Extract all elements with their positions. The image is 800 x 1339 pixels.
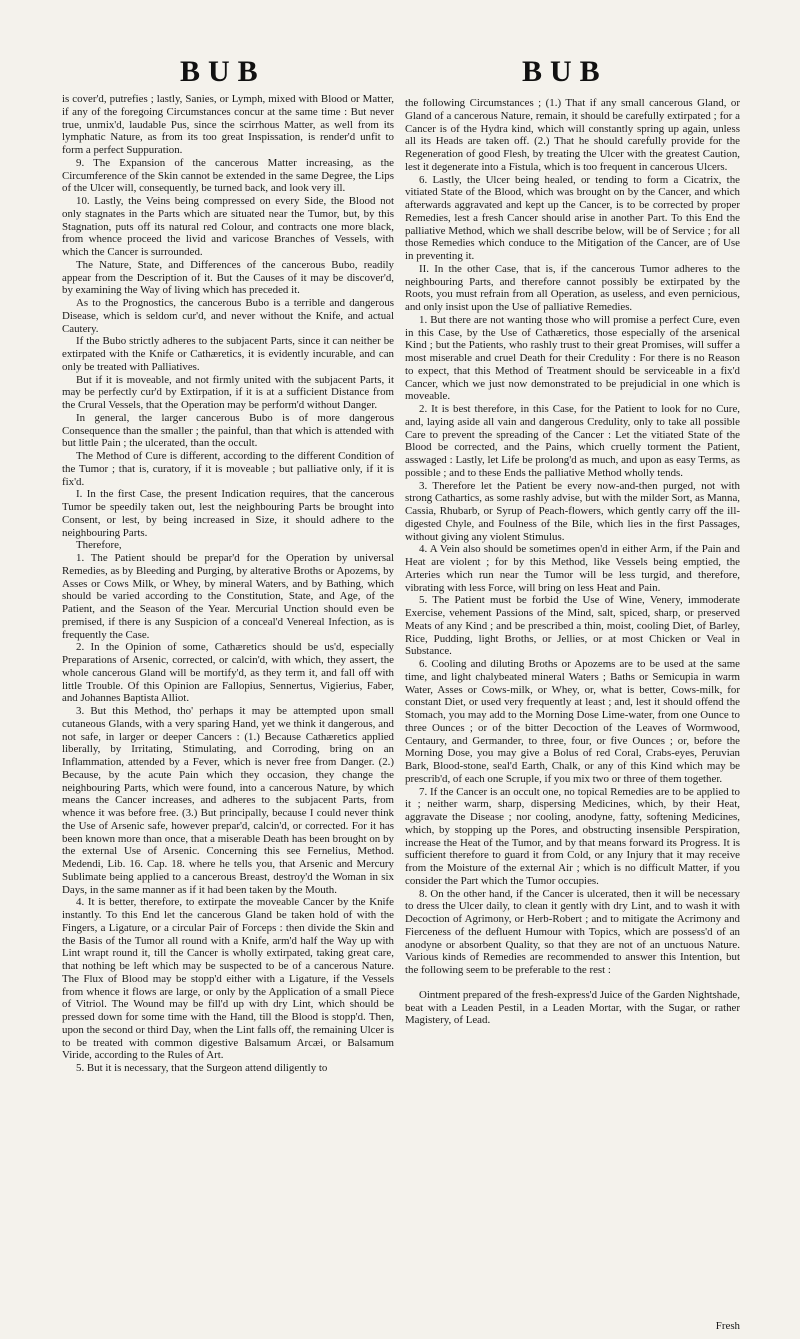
paragraph: The Nature, State, and Differences of the cancerous Bubo, readily appear from the Description of it. But the Causes of it may be discover'd, by examining the Way of living which has preceded it. [62, 258, 394, 297]
paragraph: the following Circumstances ; (1.) That if any small cancerous Gland, or Gland of a cancerous Nature, remain, it should be carefully extirpated ; for a Cancer is of the Hydra kind, which will constantly spring up again, unless all its Heads are taken off. (2.) That he should carefully provide for the Regeneration of good Flesh, by treating the Ulcer with the greatest Caution, lest it degenerate into a Fistula, which is too frequent in cancerous Ulcers. [405, 97, 740, 173]
paragraph: 3. But this Method, tho' perhaps it may be attempted upon small cutaneous Glands, with a very sparing Hand, yet we think it dangerous, and not safe, in larger or deeper Cancers : (1.) Because Cathæretics applied liberally, by Irritating, Stimulating, and Corroding, bring on an Inflammation, attended by a Fever, which is never free from Danger. (2.) Because, by the acute Pain which they occasion, they change the neighbouring Parts, which were found, into a cancerous Nature, by which means the Cancer increases, and adheres to the subjacent Parts, from whence it was before free. (3.) But principally, because I could never think the Use of Arsenic safe, however prepar'd, calcin'd, or corrected. For it has been known more than once, that a miserable Death has been brought on by the external Use of Arsenic. Concerning this see Fernelius, Method. Medendi, Lib. 16. Cap. 18. where he tells you, that Arsenic and Mercury Sublimate being applied to a cancerous Breast, destroy'd the Woman in six Days, in the same manner as if it had been taken by the Mouth. [62, 705, 394, 896]
paragraph: 3. Therefore let the Patient be every now-and-then purged, not with strong Cathartics, as some rashly advise, but with the milder Sort, as Manna, Cassia, Rhubarb, or Syrup of Peach-flowers, which gently carry off the ill-digested Chyle, and Foulness of the Bile, which lies in the first Passages, without giving any violent Stimulus. [405, 479, 740, 543]
paragraph: II. In the other Case, that is, if the cancerous Tumor adheres to the neighbouring Parts, and therefore cannot possibly be extirpated by the Roots, you must refrain from all Operation, as useless, and even pernicious, and only insist upon the Use of palliative Remedies. [405, 262, 740, 313]
paragraph: 1. The Patient should be prepar'd for the Operation by universal Remedies, as by Bleeding and Purging, by alterative Broths or Apozems, by Asses or Cows Milk, or Whey, by mineral Waters, and by Bathing, which should be varied according to the Constitution, State, and Age, of the Patient, and the Season of the Year. Mercurial Unction should even be premised, if there is any Suspicion of a conceal'd Venereal Infection, as is frequently the Case. [62, 552, 394, 641]
paragraph: 9. The Expansion of the cancerous Matter increasing, as the Circumference of the Skin cannot be extended in the same Degree, the Lips of the Ulcer will, consequently, be turned back, and look very ill. [62, 156, 394, 195]
paragraph: The Method of Cure is different, according to the different Condition of the Tumor ; that is, curatory, if it is moveable ; but palliative only, if it is fix'd. [62, 450, 394, 488]
running-head-left: BUB [180, 55, 266, 88]
paragraph: 4. It is better, therefore, to extirpate the moveable Cancer by the Knife instantly. To this End let the cancerous Gland be taken hold of with the Fingers, a Ligature, or a circular Pair of Forceps : then divide the Skin and the Basis of the Tumor all round with a Knife, arm'd half the Way up with Lint wrapt round it, till the Cancer is wholly extirpated, taking great care, that nothing be left which may be suspected to be of a cancerous Nature. The Flux of Blood may be stopp'd either with a Ligature, if the Vessels from whence it flows are large, or only by the Application of a small Piece of Vitriol. The Wound may be fill'd up with dry Lint, which should be pressed down for some time with the Hand, till the Blood is stopp'd. Then, upon the second or third Day, when the Lint falls off, the remaining Ulcer is to be treated with common digestive Balsamum Arcæi, or Balsamum Viride, according to the Rules of Art. [62, 896, 394, 1062]
paragraph: But if it is moveable, and not firmly united with the subjacent Parts, it may be perfectly cur'd by Extirpation, if it is at a sufficient Distance from the Crural Vessels, that the Operation may be perform'd without Danger. [62, 373, 394, 411]
paragraph: 6. Lastly, the Ulcer being healed, or tending to form a Cicatrix, the vitiated State of the Blood, which was brought on by the Cancer, and which afterwards aggravated and kept up the Cancer, is to be corrected by proper Remedies, lest a fresh Cancer should arise in another Part. To this End the palliative Method, which we shall describe below, will be of Service ; for all those Remedies which conduce to the Mitigation of the Cancer, are of Use in preventing it. [405, 173, 740, 262]
paragraph: 2. In the Opinion of some, Cathæretics should be us'd, especially Preparations of Arsenic, corrected, or calcin'd, with which, they assert, the whole cancerous Gland will be mortify'd, as they term it, and fall off with little Trouble. Of this Opinion are Fallopius, Sennertus, Vigierius, Faber, and Johannes Baptista Alliot. [62, 641, 394, 705]
paragraph: 10. Lastly, the Veins being compressed on every Side, the Blood not only stagnates in the Parts which are situated near the Tumor, but, by this Stagnation, puts off its natural red Colour, and contracts one more black, from whence proceed the livid and varicose Branches of Vessels, with which the Cancer is surrounded. [62, 195, 394, 258]
paragraph: is cover'd, putrefies ; lastly, Sanies, or Lymph, mixed with Blood or Matter, if any of the foregoing Circumstances concur at the same time : But never true, unmix'd, laudable Pus, since the scirrhous Matter, as well from its lymphatic Nature, as from its too great Inspissation, is render'd unfit to form a perfect Suppuration. [62, 93, 394, 156]
paragraph: 4. A Vein also should be sometimes open'd in either Arm, if the Pain and Heat are violent ; for by this Method, like Vessels being emptied, the Arteries which run near the Tumor will be less turgid, and therefore, vibrating with less Force, will bring on less Heat and Pain. [405, 543, 740, 594]
paragraph: 5. But it is necessary, that the Surgeon attend diligently to [76, 1062, 328, 1074]
paragraph: If the Bubo strictly adheres to the subjacent Parts, since it can neither be extirpated with the Knife or Cathæretics, it is evidently incurable, and can only be treated with Palliatives. [62, 335, 394, 373]
paragraph: 6. Cooling and diluting Broths or Apozems are to be used at the same time, and light chalybeated mineral Waters ; Baths or Semicupia in warm Water, Asses or Cows-milk, or Whey, or, what is better, Cows-milk, for constant Diet, or used very frequently at least ; and, lest it should offend the Stomach, you may add to the Morning Dose Lime-water, from one Ounce to three Ounces ; or of the bitter Decoction of the Leaves of Wormwood, Centaury, and Germander, to three, four, or five Ounces ; or, before the Morning Dose, you may give a Bolus of red Coral, Crabs-eyes, Peruvian Bark, Blood-stone, seal'd Earth, Chalk, or any of this Kind which may be prescrib'd, of each one Scruple, if you mix two or three of them together. [405, 658, 740, 785]
paragraph: 8. On the other hand, if the Cancer is ulcerated, then it will be necessary to dress the Ulcer daily, to clean it gently with dry Lint, and to wash it with Decoction of Agrimony, or Herb-Robert ; and to mitigate the Acrimony and Fierceness of the defluent Humour with Topics, which are possess'd of an anodyne or absorbent Quality, so that they are not of an unctuous Nature. Various kinds of Remedies are recommended to answer this Intention, but the following seem to be preferable to the rest : [405, 887, 740, 976]
paragraph: As to the Prognostics, the cancerous Bubo is a terrible and dangerous Disease, which is seldom cur'd, and never without the Knife, and actual Cautery. [62, 297, 394, 335]
paragraph: 5. The Patient must be forbid the Use of Wine, Venery, immoderate Exercise, vehement Passions of the Mind, salt, spiced, sharp, or preserved Meats of any Kind ; and be prescribed a thin, moist, cooling Diet, of Barley, Rice, Pudding, light Broths, or Jellies, or at most Chicken or Veal in Substance. [405, 594, 740, 658]
recipe-paragraph: Ointment prepared of the fresh-express'd Juice of the Garden Nightshade, beat with a Leaden Pestil, in a Leaden Mortar, with the Sugar, or rather Magistery, of Lead. [405, 988, 740, 1027]
paragraph: I. In the first Case, the present Indication requires, that the cancerous Tumor be speedily taken out, lest the neighbouring Parts be brought into Consent, or lest, by being increased in Size, it should adhere to the neighbouring Parts. [62, 488, 394, 539]
right-column [405, 97, 740, 1027]
catchword: Fresh [715, 1320, 740, 1332]
left-column [62, 93, 394, 1075]
paragraph: 1. But there are not wanting those who will promise a perfect Cure, even in this Case, by the Use of Cathæretics, those especially of the arsenical Kind ; but the Patients, who rashly trust to their great Promises, will suffer a most miserable and cruel Death for their Credulity : For there is no Reason to expect, that this Method of Treatment should be serviceable in a fix'd Cancer, which we just now demonstrated to be prejudicial in one which is moveable. [405, 313, 740, 403]
paragraph: 7. If the Cancer is an occult one, no topical Remedies are to be applied to it ; neither warm, sharp, dispersing Medicines, which, by their Heat, aggravate the Disease ; nor cooling, anodyne, fatty, softening Medicines, which, by stopping up the Pores, and obstructing insensible Perspiration, increase the Heat of the Tumor, and by that means forward its Progress. It is sufficient therefore to guard it from Cold, or any Injury that it may receive from the Moisture of the external Air ; which is no difficult Matter, if you consider the Part which the Tumor occupies. [405, 785, 740, 887]
paragraph: 2. It is best therefore, in this Case, for the Patient to look for no Cure, and, laying aside all vain and dangerous Credulity, only to take all possible Care to prevent the spreading of the Cancer : Let the vitiated State of the Blood be corrected, and the Pains, which cruelly torment the Patient, asswaged : Lastly, let Life be prolong'd as much, and upon as easy Terms, as possible ; and to these Ends the palliative Method wholly tends. [405, 403, 740, 479]
paragraph: In general, the larger cancerous Bubo is of more dangerous Consequence than the smaller ; the painful, than that which is attended with but little Pain ; the ulcerated, than the occult. [62, 411, 394, 450]
paragraph: Therefore, [76, 539, 122, 552]
running-head-right: BUB [522, 55, 608, 88]
